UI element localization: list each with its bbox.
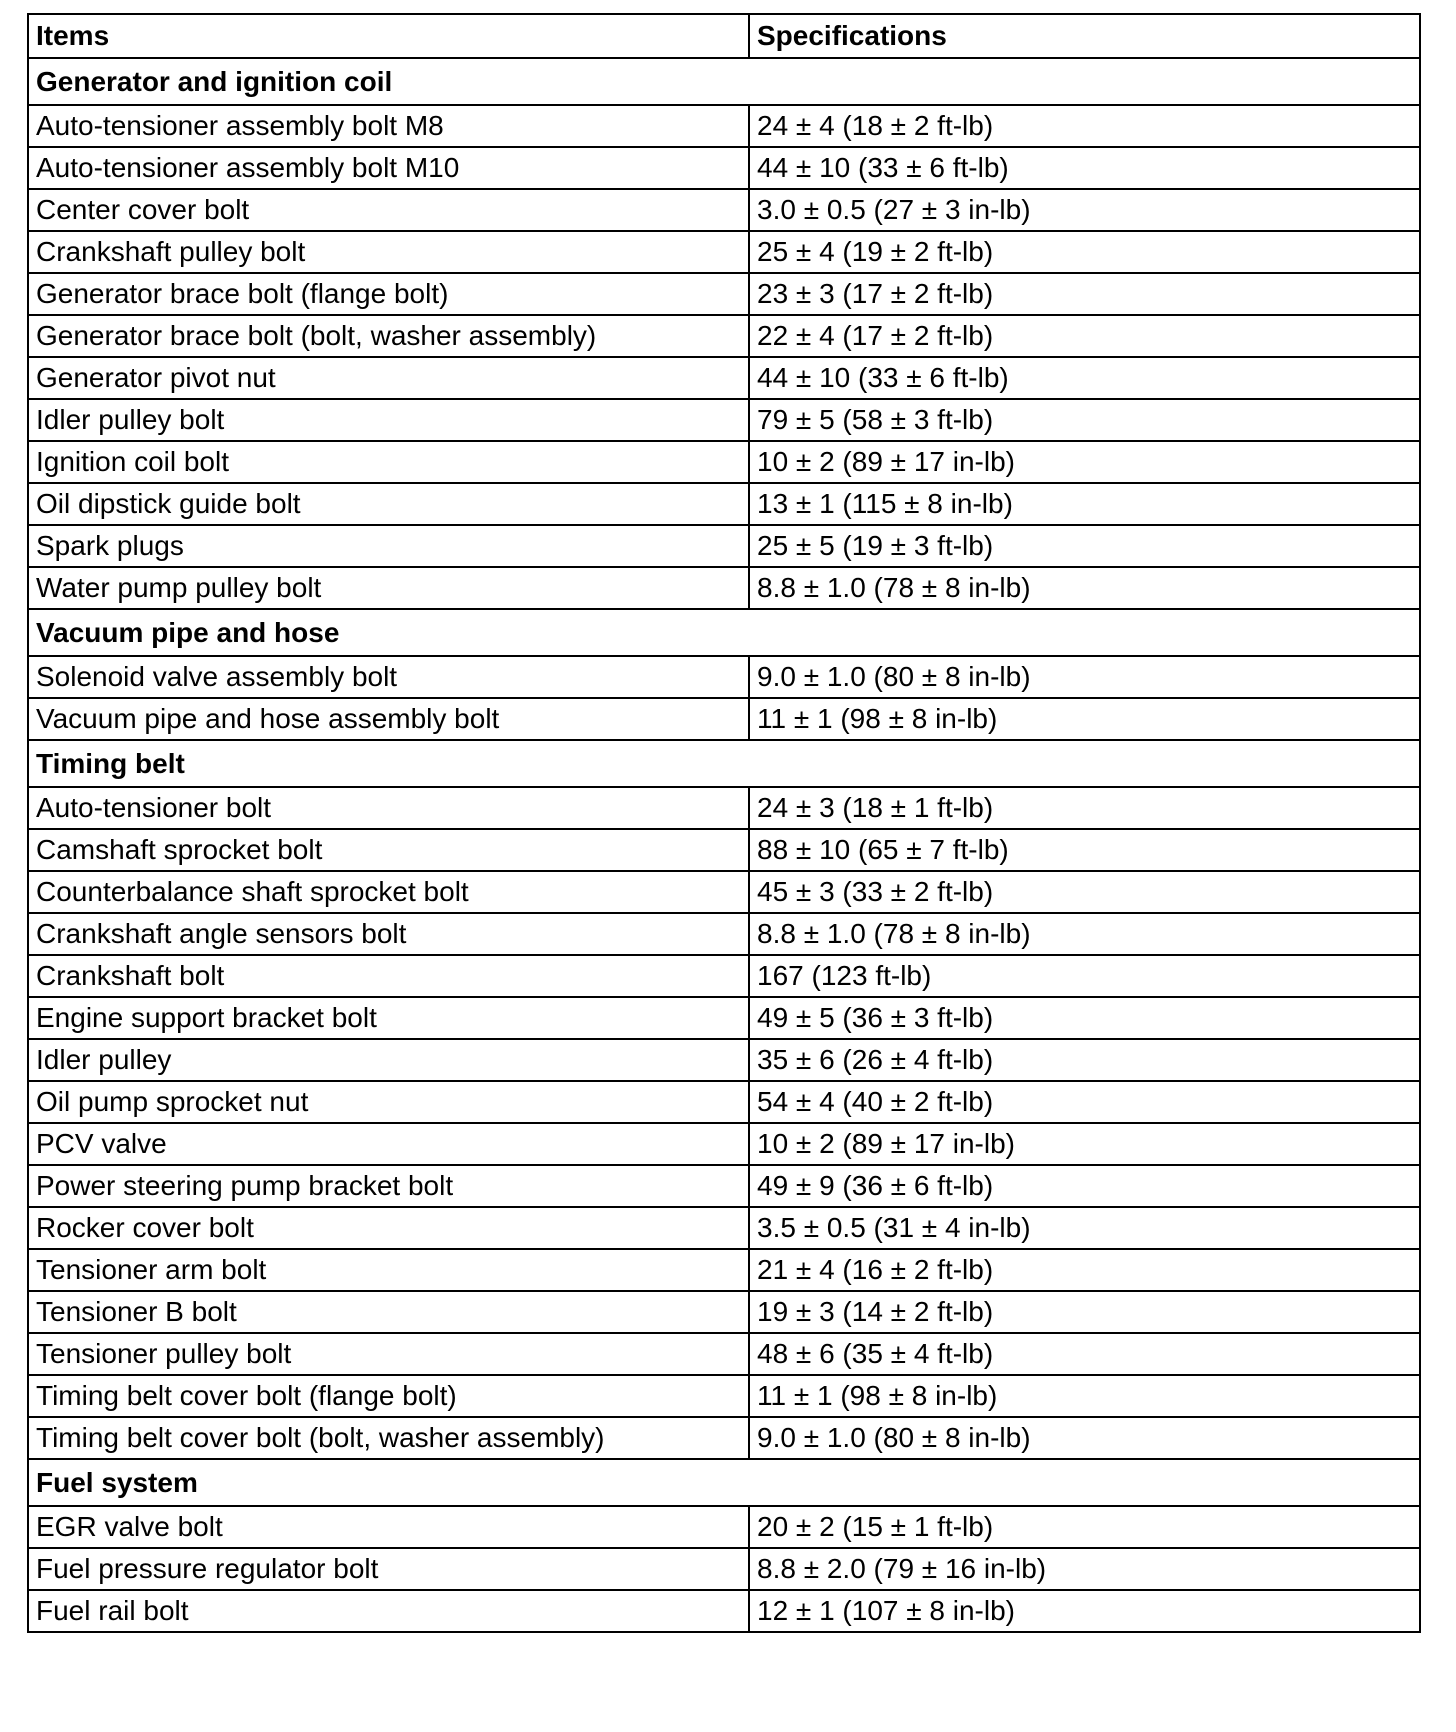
table-row: [28, 357, 1420, 399]
table-row: [28, 567, 1420, 609]
section-header-row: [28, 1459, 1420, 1506]
spec-cell: 9.0 ± 1.0 (80 ± 8 in-lb): [749, 656, 1420, 698]
table-row: [28, 1333, 1420, 1375]
item-cell: Generator brace bolt (bolt, washer assembly): [28, 315, 749, 357]
table-row: [28, 1375, 1420, 1417]
table-row: [28, 399, 1420, 441]
item-cell: Counterbalance shaft sprocket bolt: [28, 871, 749, 913]
spec-cell: 10 ± 2 (89 ± 17 in-lb): [749, 1123, 1420, 1165]
spec-cell: 12 ± 1 (107 ± 8 in-lb): [749, 1590, 1420, 1632]
item-cell: Rocker cover bolt: [28, 1207, 749, 1249]
table-row: [28, 231, 1420, 273]
section-header-row: [28, 740, 1420, 787]
item-cell: Water pump pulley bolt: [28, 567, 749, 609]
spec-cell: 49 ± 5 (36 ± 3 ft-lb): [749, 997, 1420, 1039]
spec-cell: 49 ± 9 (36 ± 6 ft-lb): [749, 1165, 1420, 1207]
table-row: [28, 656, 1420, 698]
spec-cell: 45 ± 3 (33 ± 2 ft-lb): [749, 871, 1420, 913]
spec-cell: 44 ± 10 (33 ± 6 ft-lb): [749, 357, 1420, 399]
table-row: [28, 871, 1420, 913]
table-row: [28, 1506, 1420, 1548]
table-row: [28, 189, 1420, 231]
table-row: [28, 273, 1420, 315]
table-row: [28, 1039, 1420, 1081]
item-cell: Timing belt cover bolt (flange bolt): [28, 1375, 749, 1417]
spec-cell: 11 ± 1 (98 ± 8 in-lb): [749, 1375, 1420, 1417]
spec-cell: 8.8 ± 1.0 (78 ± 8 in-lb): [749, 567, 1420, 609]
spec-cell: 48 ± 6 (35 ± 4 ft-lb): [749, 1333, 1420, 1375]
table-row: [28, 997, 1420, 1039]
item-cell: Fuel rail bolt: [28, 1590, 749, 1632]
spec-cell: 8.8 ± 1.0 (78 ± 8 in-lb): [749, 913, 1420, 955]
items-column-header: Items: [28, 14, 749, 58]
spec-cell: 3.0 ± 0.5 (27 ± 3 in-lb): [749, 189, 1420, 231]
specifications-column-header: Specifications: [749, 14, 1420, 58]
spec-cell: 35 ± 6 (26 ± 4 ft-lb): [749, 1039, 1420, 1081]
item-cell: Generator pivot nut: [28, 357, 749, 399]
table-row: [28, 105, 1420, 147]
spec-cell: 24 ± 3 (18 ± 1 ft-lb): [749, 787, 1420, 829]
item-cell: Tensioner B bolt: [28, 1291, 749, 1333]
spec-cell: 54 ± 4 (40 ± 2 ft-lb): [749, 1081, 1420, 1123]
section-header-row: [28, 609, 1420, 656]
item-cell: Auto-tensioner bolt: [28, 787, 749, 829]
table-row: [28, 315, 1420, 357]
spec-cell: 11 ± 1 (98 ± 8 in-lb): [749, 698, 1420, 740]
item-cell: Auto-tensioner assembly bolt M8: [28, 105, 749, 147]
section-title: Timing belt: [28, 740, 1420, 787]
spec-cell: 10 ± 2 (89 ± 17 in-lb): [749, 441, 1420, 483]
section-title: Vacuum pipe and hose: [28, 609, 1420, 656]
spec-cell: 8.8 ± 2.0 (79 ± 16 in-lb): [749, 1548, 1420, 1590]
item-cell: PCV valve: [28, 1123, 749, 1165]
item-cell: Tensioner arm bolt: [28, 1249, 749, 1291]
table-row: [28, 829, 1420, 871]
table-row: [28, 147, 1420, 189]
item-cell: Crankshaft bolt: [28, 955, 749, 997]
table-row: [28, 1123, 1420, 1165]
item-cell: Vacuum pipe and hose assembly bolt: [28, 698, 749, 740]
table-row: [28, 698, 1420, 740]
spec-cell: 3.5 ± 0.5 (31 ± 4 in-lb): [749, 1207, 1420, 1249]
spec-cell: 22 ± 4 (17 ± 2 ft-lb): [749, 315, 1420, 357]
item-cell: Tensioner pulley bolt: [28, 1333, 749, 1375]
item-cell: Camshaft sprocket bolt: [28, 829, 749, 871]
table-row: [28, 1165, 1420, 1207]
table-row: [28, 441, 1420, 483]
item-cell: Oil dipstick guide bolt: [28, 483, 749, 525]
spec-cell: 23 ± 3 (17 ± 2 ft-lb): [749, 273, 1420, 315]
item-cell: Power steering pump bracket bolt: [28, 1165, 749, 1207]
table-row: [28, 1081, 1420, 1123]
spec-cell: 19 ± 3 (14 ± 2 ft-lb): [749, 1291, 1420, 1333]
item-cell: Oil pump sprocket nut: [28, 1081, 749, 1123]
spec-cell: 25 ± 5 (19 ± 3 ft-lb): [749, 525, 1420, 567]
section-header-row: [28, 58, 1420, 105]
table-row: [28, 787, 1420, 829]
table-row: [28, 1291, 1420, 1333]
item-cell: Spark plugs: [28, 525, 749, 567]
torque-spec-table: [27, 13, 1421, 1633]
spec-cell: 24 ± 4 (18 ± 2 ft-lb): [749, 105, 1420, 147]
item-cell: Solenoid valve assembly bolt: [28, 656, 749, 698]
section-title: Generator and ignition coil: [28, 58, 1420, 105]
item-cell: Generator brace bolt (flange bolt): [28, 273, 749, 315]
item-cell: Fuel pressure regulator bolt: [28, 1548, 749, 1590]
table-row: [28, 483, 1420, 525]
section-title: Fuel system: [28, 1459, 1420, 1506]
item-cell: Timing belt cover bolt (bolt, washer assembly): [28, 1417, 749, 1459]
item-cell: Ignition coil bolt: [28, 441, 749, 483]
table-row: [28, 1249, 1420, 1291]
table-row: [28, 955, 1420, 997]
spec-cell: 25 ± 4 (19 ± 2 ft-lb): [749, 231, 1420, 273]
item-cell: Idler pulley bolt: [28, 399, 749, 441]
table-row: [28, 1548, 1420, 1590]
spec-cell: 9.0 ± 1.0 (80 ± 8 in-lb): [749, 1417, 1420, 1459]
table-header-row: [28, 14, 1420, 58]
spec-cell: 21 ± 4 (16 ± 2 ft-lb): [749, 1249, 1420, 1291]
spec-cell: 20 ± 2 (15 ± 1 ft-lb): [749, 1506, 1420, 1548]
spec-cell: 79 ± 5 (58 ± 3 ft-lb): [749, 399, 1420, 441]
table-body: [28, 58, 1420, 1632]
item-cell: Auto-tensioner assembly bolt M10: [28, 147, 749, 189]
spec-cell: 13 ± 1 (115 ± 8 in-lb): [749, 483, 1420, 525]
item-cell: EGR valve bolt: [28, 1506, 749, 1548]
item-cell: Center cover bolt: [28, 189, 749, 231]
item-cell: Crankshaft pulley bolt: [28, 231, 749, 273]
table-row: [28, 1207, 1420, 1249]
table-row: [28, 913, 1420, 955]
table-row: [28, 525, 1420, 567]
item-cell: Engine support bracket bolt: [28, 997, 749, 1039]
table-row: [28, 1417, 1420, 1459]
table-row: [28, 1590, 1420, 1632]
item-cell: Idler pulley: [28, 1039, 749, 1081]
spec-cell: 44 ± 10 (33 ± 6 ft-lb): [749, 147, 1420, 189]
spec-cell: 167 (123 ft-lb): [749, 955, 1420, 997]
spec-cell: 88 ± 10 (65 ± 7 ft-lb): [749, 829, 1420, 871]
item-cell: Crankshaft angle sensors bolt: [28, 913, 749, 955]
